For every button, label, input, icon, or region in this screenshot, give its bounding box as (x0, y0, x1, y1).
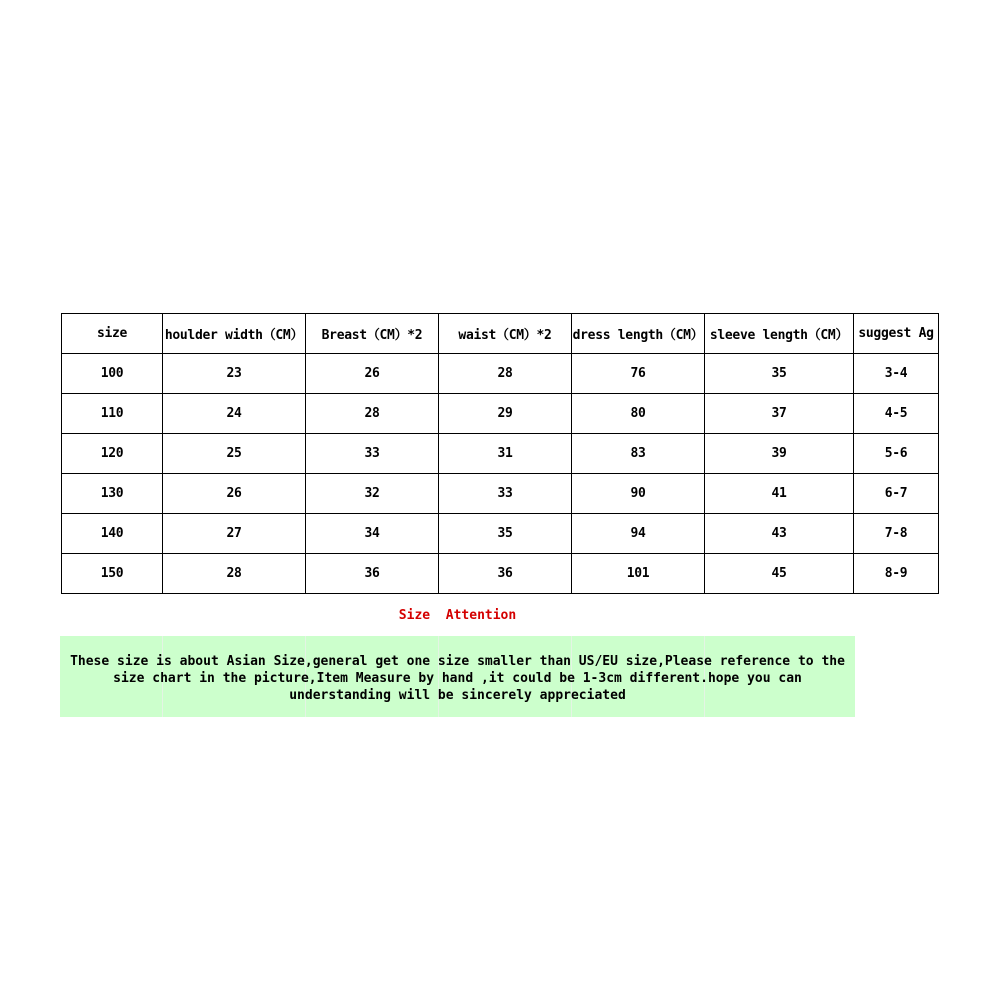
table-cell: 4-5 (854, 394, 939, 434)
table-row (62, 554, 939, 594)
note-line: understanding will be sincerely appreciated (289, 688, 626, 703)
table-cell: 26 (306, 354, 439, 394)
table-cell: 34 (306, 514, 439, 554)
table-cell: 90 (572, 474, 705, 514)
table-cell: 80 (572, 394, 705, 434)
table-cell: 7-8 (854, 514, 939, 554)
table-cell: 150 (62, 554, 163, 594)
table-cell: 26 (163, 474, 306, 514)
table-cell: 100 (62, 354, 163, 394)
table-cell: 36 (306, 554, 439, 594)
table-cell: 29 (439, 394, 572, 434)
header-cell-size: size (62, 314, 163, 354)
table-cell: 120 (62, 434, 163, 474)
note-line: size chart in the picture,Item Measure by hand ,it could be 1-3cm different.hope you can (113, 671, 802, 686)
table-cell: 25 (163, 434, 306, 474)
table-cell: 130 (62, 474, 163, 514)
size-attention-heading: Size Attention (398, 608, 517, 623)
table-cell: 37 (705, 394, 854, 434)
note-line: These size is about Asian Size,general get one size smaller than US/EU size,Please reference to the (70, 654, 845, 669)
table-cell: 23 (163, 354, 306, 394)
table-cell: 6-7 (854, 474, 939, 514)
table-cell: 28 (439, 354, 572, 394)
table-cell: 8-9 (854, 554, 939, 594)
table-cell: 45 (705, 554, 854, 594)
table-cell: 28 (306, 394, 439, 434)
table-cell: 83 (572, 434, 705, 474)
table-row (62, 354, 939, 394)
table-cell: 39 (705, 434, 854, 474)
header-cell-dress-length: dress length（CM） (572, 314, 705, 354)
table-cell: 31 (439, 434, 572, 474)
table-row (62, 434, 939, 474)
table-cell: 27 (163, 514, 306, 554)
table-cell: 32 (306, 474, 439, 514)
header-cell-shoulder-width: houlder width（CM） (163, 314, 306, 354)
table-cell: 28 (163, 554, 306, 594)
header-cell-sleeve-length: sleeve length（CM） (705, 314, 854, 354)
table-cell: 33 (439, 474, 572, 514)
size-note-box (60, 636, 855, 717)
table-cell: 140 (62, 514, 163, 554)
table-cell: 43 (705, 514, 854, 554)
table-cell: 76 (572, 354, 705, 394)
header-cell-suggest-age: suggest Ag (854, 314, 939, 354)
table-cell: 110 (62, 394, 163, 434)
table-cell: 36 (439, 554, 572, 594)
table-cell: 35 (439, 514, 572, 554)
table-cell: 94 (572, 514, 705, 554)
table-cell: 101 (572, 554, 705, 594)
table-cell: 24 (163, 394, 306, 434)
table-row (62, 474, 939, 514)
header-cell-breast: Breast（CM）*2 (306, 314, 439, 354)
table-cell: 5-6 (854, 434, 939, 474)
table-cell: 3-4 (854, 354, 939, 394)
table-row (62, 514, 939, 554)
table-cell: 41 (705, 474, 854, 514)
table-cell: 35 (705, 354, 854, 394)
size-chart-table (61, 313, 939, 594)
table-cell: 33 (306, 434, 439, 474)
table-row (62, 394, 939, 434)
header-cell-waist: waist（CM）*2 (439, 314, 572, 354)
table-header-row (62, 314, 939, 354)
